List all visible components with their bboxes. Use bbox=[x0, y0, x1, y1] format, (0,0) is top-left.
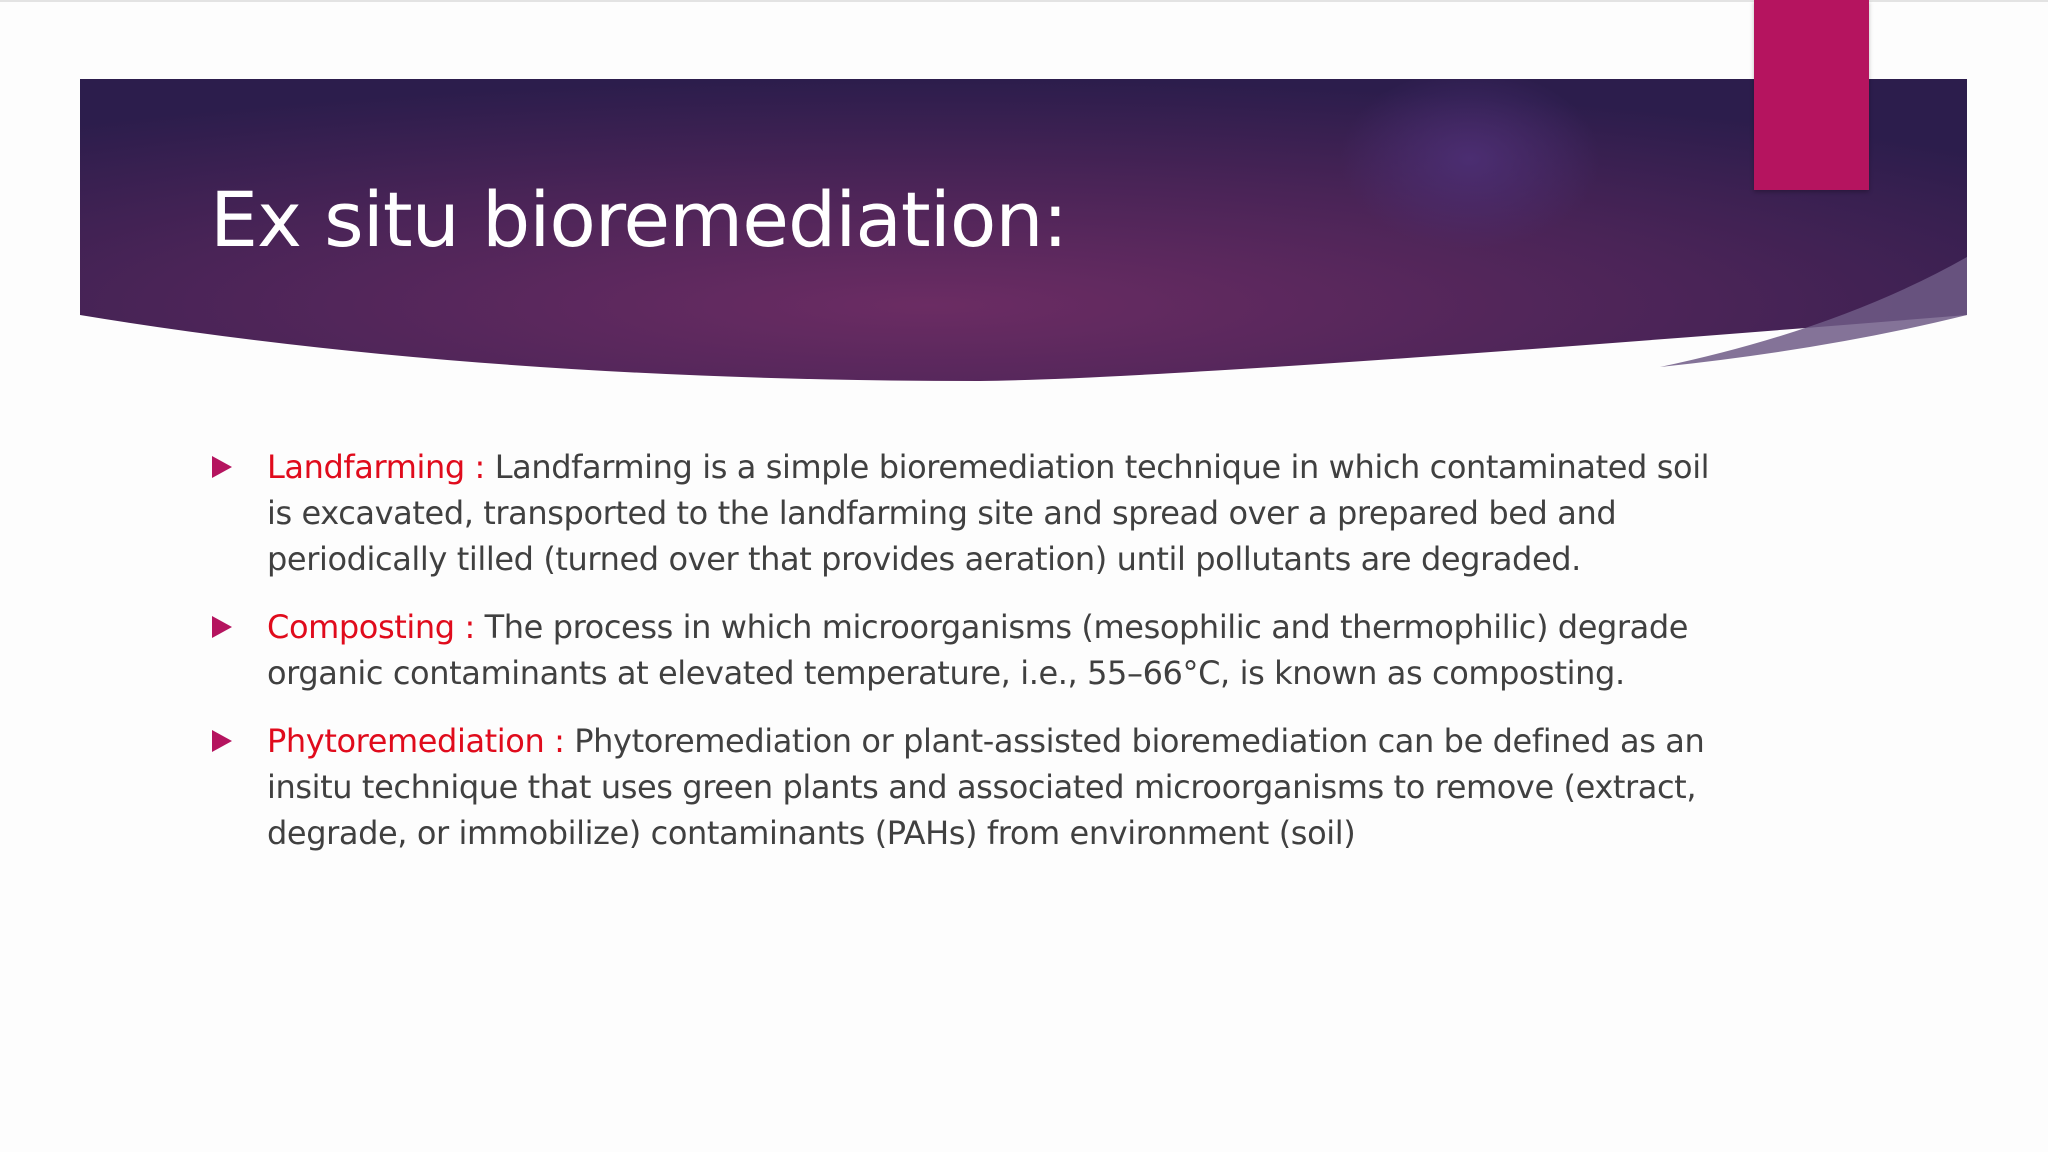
bullet-composting bbox=[210, 604, 1710, 696]
bullet-text: Landfarming is a simple bioremediation technique in which contaminated soil is excavated, transported to the landfarming site and spread over a prepared bed and periodically tilled (turned over that provides aeration) until pollutants are degraded. bbox=[267, 448, 1710, 578]
bullet-text: The process in which microorganisms (mesophilic and thermophilic) degrade organic contaminants at elevated temperature, i.e., 55–66°C, is known as composting. bbox=[267, 608, 1689, 692]
bullet-list bbox=[210, 444, 1710, 878]
slide-title: Ex situ bioremediation: bbox=[210, 175, 1068, 264]
bullet-phytoremediation bbox=[210, 718, 1710, 856]
top-divider bbox=[0, 0, 2048, 2]
triangle-bullet-icon bbox=[212, 616, 232, 638]
bullet-term: Phytoremediation : bbox=[267, 722, 575, 760]
triangle-bullet-icon bbox=[212, 456, 232, 478]
bullet-text: Phytoremediation or plant-assisted bioremediation can be defined as an insitu technique that uses green plants and associated microorganisms to remove (extract, degrade, or immobilize) contaminants (PAHs) from environment (soil) bbox=[267, 722, 1705, 852]
bullet-landfarming bbox=[210, 444, 1710, 582]
bullet-term: Composting : bbox=[267, 608, 485, 646]
bullet-term: Landfarming : bbox=[267, 448, 495, 486]
accent-tab bbox=[1754, 0, 1869, 190]
triangle-bullet-icon bbox=[212, 730, 232, 752]
